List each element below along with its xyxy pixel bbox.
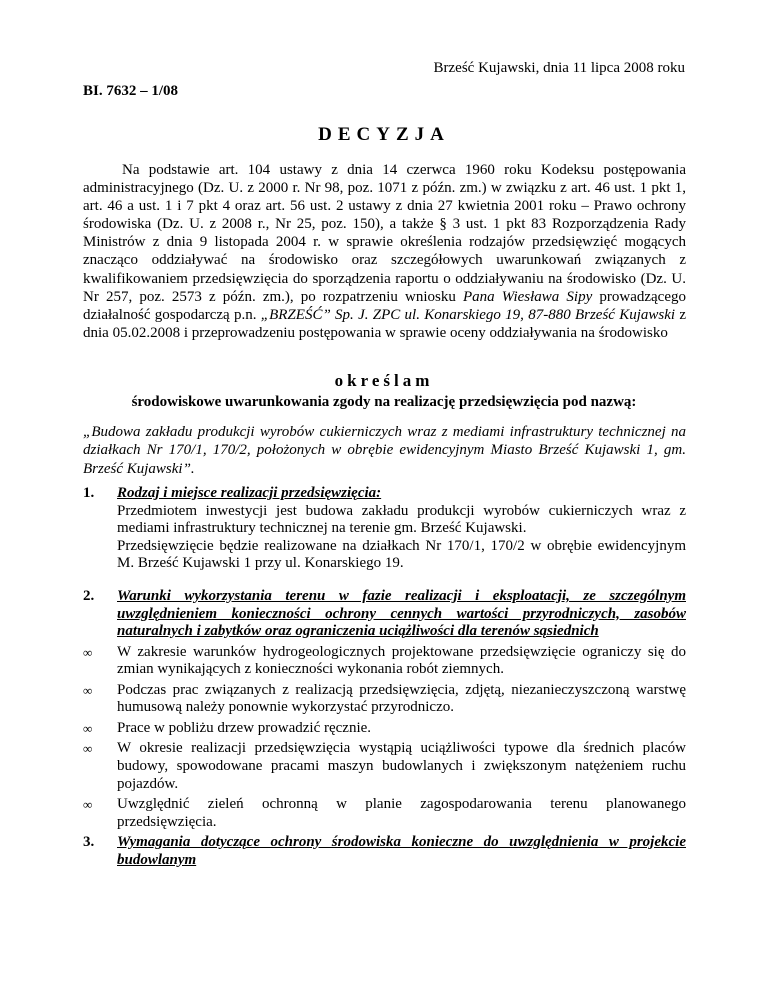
condition-list — [83, 644, 686, 832]
infinity-bullet-icon: ∞ — [83, 644, 93, 660]
intro-paragraph — [83, 161, 686, 342]
infinity-bullet-icon: ∞ — [83, 682, 93, 698]
list-item-text: Podczas prac związanych z realizacją przedsięwzięcia, zdjętą, niezanieczyszczoną warstwę humusową należy ponownie wykorzystać przyrodniczo. — [117, 681, 686, 716]
list-item-text: Prace w pobliżu drzew prowadzić ręcznie. — [117, 719, 372, 736]
infinity-bullet-icon: ∞ — [83, 741, 93, 757]
company-name: „BRZEŚĆ” Sp. J. ZPC ul. Konarskiego 19, 87-880 Brześć Kujawski — [260, 306, 676, 323]
section-heading — [83, 588, 686, 641]
section-paragraph: Przedmiotem inwestycji jest budowa zakładu produkcji wyrobów cukierniczych wraz z mediami infrastruktury technicznej na terenie gm. Brześć Kujawski. — [117, 502, 686, 536]
intro-text-2: prowadzącego działalność gospodarczą p.n. — [83, 288, 686, 323]
infinity-bullet-icon: ∞ — [83, 720, 93, 736]
section-body — [117, 503, 686, 573]
section-2 — [83, 588, 686, 834]
list-item — [83, 644, 686, 679]
list-item — [83, 682, 686, 717]
list-item-text: W zakresie warunków hydrogeologicznych projektowane przedsięwzięcie ograniczy się do zmian wynikających z konieczności wykonania robót ziemnych. — [117, 643, 686, 678]
section-paragraph: Przedsięwzięcie będzie realizowane na działkach Nr 170/1, 170/2 w obrębie ewidencyjnym M. Brześć Kujawski 1 przy ul. Konarskiego 19. — [117, 537, 686, 571]
intro-text-1: Na podstawie art. 104 ustawy z dnia 14 czerwca 1960 roku Kodeksu postępowania administracyjnego (Dz. U. z 2000 r. Nr 98, poz. 1071 z późn. zm.) w związku z art. 46 ust. 1 pkt 1, art. 46 a ust. 1 i 7 pkt 4 oraz art. 56 ust. 2 ustawy z dnia 27 kwietnia 2001 roku – Prawo ochrony środowiska (Dz. U. z 2008 r., Nr 25, poz. 150), a także § 3 ust. 1 pkt 83 Rozporządzenia Rady Ministrów z dnia 9 listopada 2004 r. w sprawie określenia rodzajów przedsięwzięć mogących znacząco oddziaływać na środowisko oraz szczegółowych uwarunkowań związanych z kwalifikowaniem przedsięwzięcia do sporządzenia raportu o oddziaływaniu na środowisko (Dz. U. Nr 257, poz. 2573 z późn. zm.), po rozpatrzeniu wniosku — [83, 162, 686, 305]
list-item-text: W okresie realizacji przedsięwzięcia wystąpią uciążliwości typowe dla średnich placów budowy, spowodowane pracami maszyn budowlanych i zwiększonym natężeniem ruchu pojazdów. — [117, 740, 686, 792]
section-heading — [83, 485, 686, 503]
section-1 — [83, 485, 686, 573]
section-number: 1. — [83, 485, 95, 501]
list-item — [83, 740, 686, 793]
section-title: Rodzaj i miejsce realizacji przedsięwzięcia: — [117, 485, 382, 501]
section-heading — [83, 834, 686, 869]
document-title: DECYZJA — [318, 124, 450, 145]
list-item — [83, 796, 686, 831]
place-date: Brześć Kujawski, dnia 11 lipca 2008 roku — [433, 60, 685, 76]
infinity-bullet-icon: ∞ — [83, 797, 93, 813]
decision-subheading: środowiskowe uwarunkowania zgody na realizację przedsięwzięcia pod nazwą: — [131, 394, 637, 410]
project-name: „Budowa zakładu produkcji wyrobów cukierniczych wraz z mediami infrastruktury technicznej na działkach Nr 170/1, 170/2, położonych w obrębie ewidencyjnym Miasto Brześć Kujawski 1, gm. Brześć Kujawski”. — [83, 424, 686, 477]
section-number: 3. — [83, 834, 95, 850]
section-title: Wymagania dotyczące ochrony środowiska konieczne do uwzględnienia w projekcie budowlanym — [117, 834, 686, 868]
applicant-name: Pana Wiesława Sipy — [462, 288, 593, 305]
decision-verb: określam — [334, 371, 434, 390]
section-3 — [83, 834, 686, 869]
section-title: Warunki wykorzystania terenu w fazie realizacji i eksploatacji, ze szczególnym uwzględnieniem konieczności ochrony cennych wartości przyrodniczych, zasobów naturalnych i zabytków oraz ograniczenia uciążliwości dla terenów sąsiednich — [117, 588, 686, 639]
intro-text-3: z dnia 05.02.2008 i przeprowadzeniu postępowania w sprawie oceny oddziaływania na środowisko — [83, 306, 687, 341]
list-item — [83, 720, 686, 738]
section-number: 2. — [83, 588, 95, 604]
list-item-text: Uwzględnić zieleń ochronną w planie zagospodarowania terenu planowanego przedsięwzięcia. — [117, 796, 686, 830]
reference-number: BI. 7632 – 1/08 — [83, 83, 179, 99]
